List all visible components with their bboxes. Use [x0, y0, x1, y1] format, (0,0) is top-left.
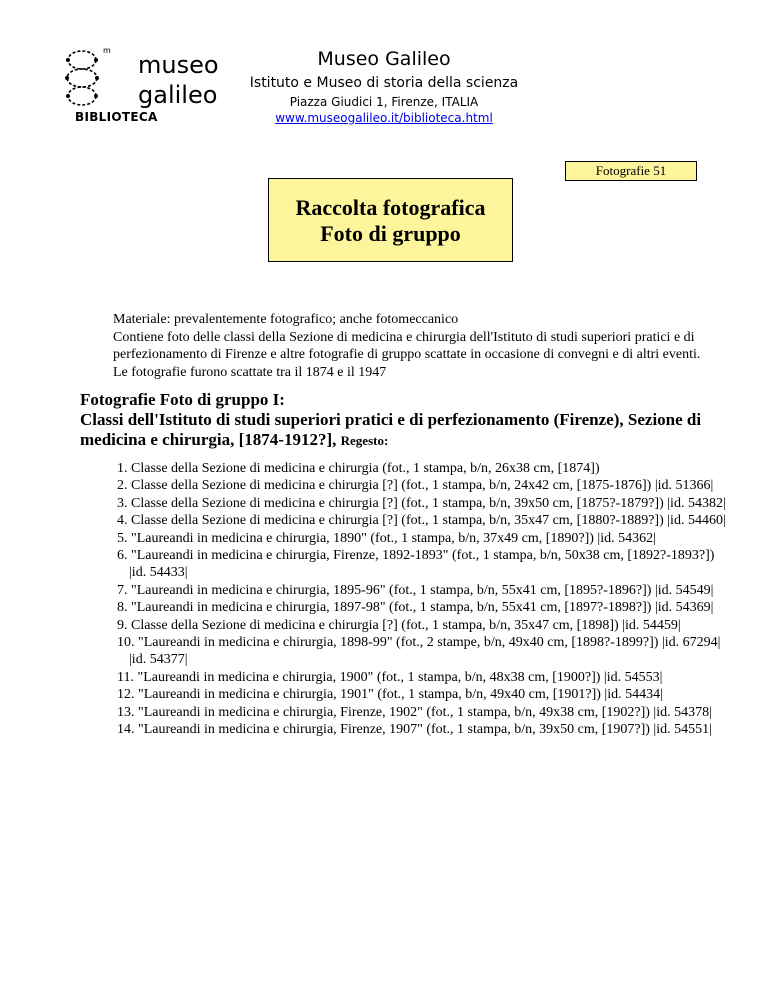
section-heading	[80, 390, 720, 451]
regesto-list	[117, 460, 727, 739]
collection-title-line1: Raccolta fotografica	[295, 195, 486, 220]
list-item: 10. "Laureandi in medicina e chirurgia, 1898-99" (fot., 2 stampe, b/n, 49x40 cm, [1898?-1899?]) |id. 67294| |id. 54377|	[117, 635, 721, 668]
collection-description: Materiale: prevalentemente fotografico; anche fotomeccanico Contiene foto delle classi della Sezione di medicina e chirurgia dell'Istituto di studi superiori pratici e di perfezionamento di Firenze e altre fotografie di gruppo scattate in occasione di convegni e di altri eventi. Le fotografie furono scattate tra il 1874 e il 1947	[113, 312, 701, 380]
institution-header	[234, 46, 534, 126]
list-item: 12. "Laureandi in medicina e chirurgia, 1901" (fot., 1 stampa, b/n, 49x40 cm, [1901?]) |id. 54434|	[117, 687, 663, 703]
collection-title-box	[268, 178, 513, 262]
list-item: 7. "Laureandi in medicina e chirurgia, 1895-96" (fot., 1 stampa, b/n, 55x41 cm, [1895?-1896?]) |id. 54549|	[117, 582, 714, 598]
museo-galileo-logo	[54, 46, 234, 126]
list-item: 14. "Laureandi in medicina e chirurgia, Firenze, 1907" (fot., 1 stampa, b/n, 39x50 cm, [1907?]) |id. 54551|	[117, 722, 712, 738]
section-heading-text: Fotografie Foto di gruppo I: Classi dell'Istituto di studi superiori pratici e di perfezionamento (Firenze), Sezione di medicina e chirurgia, [1874-1912?],	[80, 390, 702, 449]
logo-wordmark	[138, 50, 219, 110]
list-item: 9. Classe della Sezione di medicina e chirurgia [?] (fot., 1 stampa, b/n, 35x47 cm, [1898]) |id. 54459|	[117, 617, 681, 633]
galileo-logo-icon	[54, 46, 110, 108]
list-item: 5. "Laureandi in medicina e chirurgia, 1890" (fot., 1 stampa, b/n, 37x49 cm, [1890?]) |id. 54362|	[117, 530, 656, 546]
list-item: 3. Classe della Sezione di medicina e chirurgia [?] (fot., 1 stampa, b/n, 39x50 cm, [1875?-1879?]) |id. 54382|	[117, 495, 726, 511]
list-item: 4. Classe della Sezione di medicina e chirurgia [?] (fot., 1 stampa, b/n, 35x47 cm, [1880?-1889?]) |id. 54460|	[117, 513, 726, 529]
collection-tag: Fotografie 51	[565, 161, 697, 181]
institution-address: Piazza Giudici 1, Firenze, ITALIA	[289, 95, 479, 109]
logo-superscript: m	[103, 46, 111, 55]
list-item: 2. Classe della Sezione di medicina e chirurgia [?] (fot., 1 stampa, b/n, 24x42 cm, [1875-1876]) |id. 51366|	[117, 478, 714, 494]
logo-subtitle: BIBLIOTECA	[75, 110, 158, 124]
logo-name-line2: galileo	[138, 81, 218, 109]
list-item: 13. "Laureandi in medicina e chirurgia, Firenze, 1902" (fot., 1 stampa, b/n, 49x38 cm, [1902?]) |id. 54378|	[117, 704, 712, 720]
logo-name-line1: museo	[138, 51, 219, 79]
collection-title-line2: Foto di gruppo	[320, 221, 461, 246]
list-item: 11. "Laureandi in medicina e chirurgia, 1900" (fot., 1 stampa, b/n, 48x38 cm, [1900?]) |id. 54553|	[117, 669, 663, 685]
library-website-link[interactable]: www.museogalileo.it/biblioteca.html	[275, 111, 493, 125]
list-item: 8. "Laureandi in medicina e chirurgia, 1897-98" (fot., 1 stampa, b/n, 55x41 cm, [1897?-1898?]) |id. 54369|	[117, 600, 714, 616]
institution-title: Museo Galileo	[317, 48, 451, 70]
list-item: 1. Classe della Sezione di medicina e chirurgia (fot., 1 stampa, b/n, 26x38 cm, [1874])	[117, 461, 600, 476]
institution-subtitle: Istituto e Museo di storia della scienza	[249, 75, 519, 91]
regesto-label: Regesto:	[340, 433, 389, 448]
list-item: 6. "Laureandi in medicina e chirurgia, Firenze, 1892-1893" (fot., 1 stampa, b/n, 50x38 cm, [1892?-1893?]) |id. 54433|	[117, 548, 715, 581]
